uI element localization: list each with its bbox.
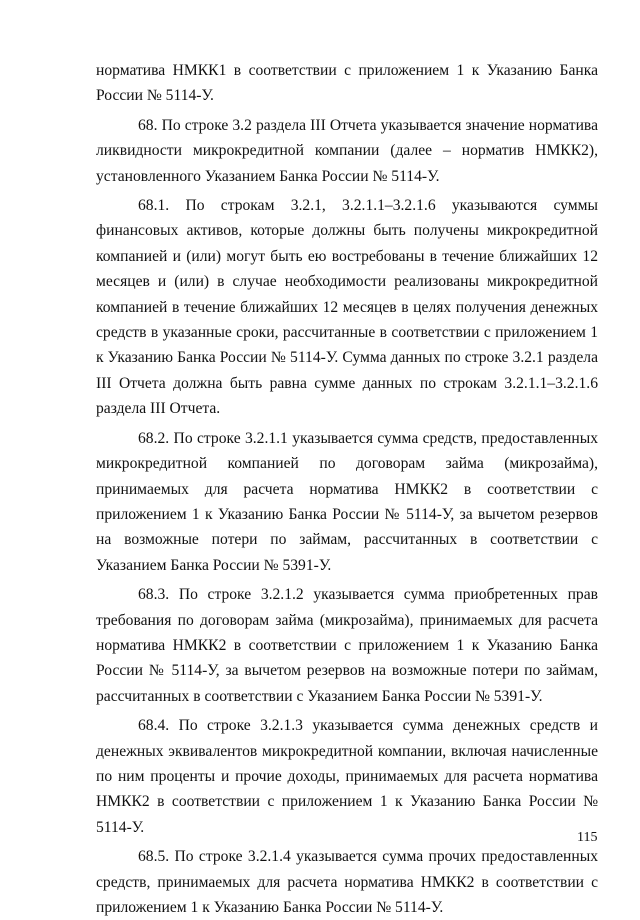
document-page [96,58,598,920]
page-number: 115 [577,830,598,845]
paragraph-68-2: 68.2. По строке 3.2.1.1 указывается сумма средств, предоставленных микрокредитной компанией по договорам займа (микрозайма), принимаемых для расчета норматива НМКК2 в соответствии с приложением 1 к Указанию Банка России № 5114-У, за вычетом резервов на возможные потери по займам, рассчитанных в соответствии с Указанием Банка России № 5391-У. [96,429,598,574]
paragraph-continuation: норматива НМКК1 в соответствии с приложением 1 к Указанию Банка России № 5114-У. [96,62,598,105]
paragraph-68-1: 68.1. По строкам 3.2.1, 3.2.1.1–3.2.1.6 указываются суммы финансовых активов, которые должны быть получены микрокредитной компанией и (или) могут быть ею востребованы в течение ближайших 12 месяцев и (или) в случае необходимости реализованы микрокредитной компанией в течение ближайших 12 месяцев в целях получения денежных средств в указанные сроки, рассчитанные в соответствии с приложением 1 к Указанию Банка России № 5114-У. Сумма данных по строке 3.2.1 раздела III Отчета должна быть равна сумме данных по строкам 3.2.1.1–3.2.1.6 раздела III Отчета. [96,197,598,418]
paragraph-68-3: 68.3. По строке 3.2.1.2 указывается сумма приобретенных прав требования по договорам займа (микрозайма), принимаемых для расчета норматива НМКК2 в соответствии с приложением 1 к Указанию Банка России № 5114-У, за вычетом резервов на возможные потери по займам, рассчитанных в соответствии с Указанием Банка России № 5391-У. [96,586,598,705]
paragraph-68-5: 68.5. По строке 3.2.1.4 указывается сумма прочих предоставленных средств, принимаемых для расчета норматива НМКК2 в соответствии с приложением 1 к Указанию Банка России № 5114-У. [96,848,598,916]
paragraph-68: 68. По строке 3.2 раздела III Отчета указывается значение норматива ликвидности микрокредитной компании (далее – норматив НМКК2), установленного Указанием Банка России № 5114-У. [96,116,598,185]
paragraph-68-4: 68.4. По строке 3.2.1.3 указывается сумма денежных средств и денежных эквивалентов микрокредитной компании, включая начисленные по ним проценты и прочие доходы, принимаемых для расчета норматива НМКК2 в соответствии с приложением 1 к Указанию Банка России № 5114-У. [96,717,598,836]
